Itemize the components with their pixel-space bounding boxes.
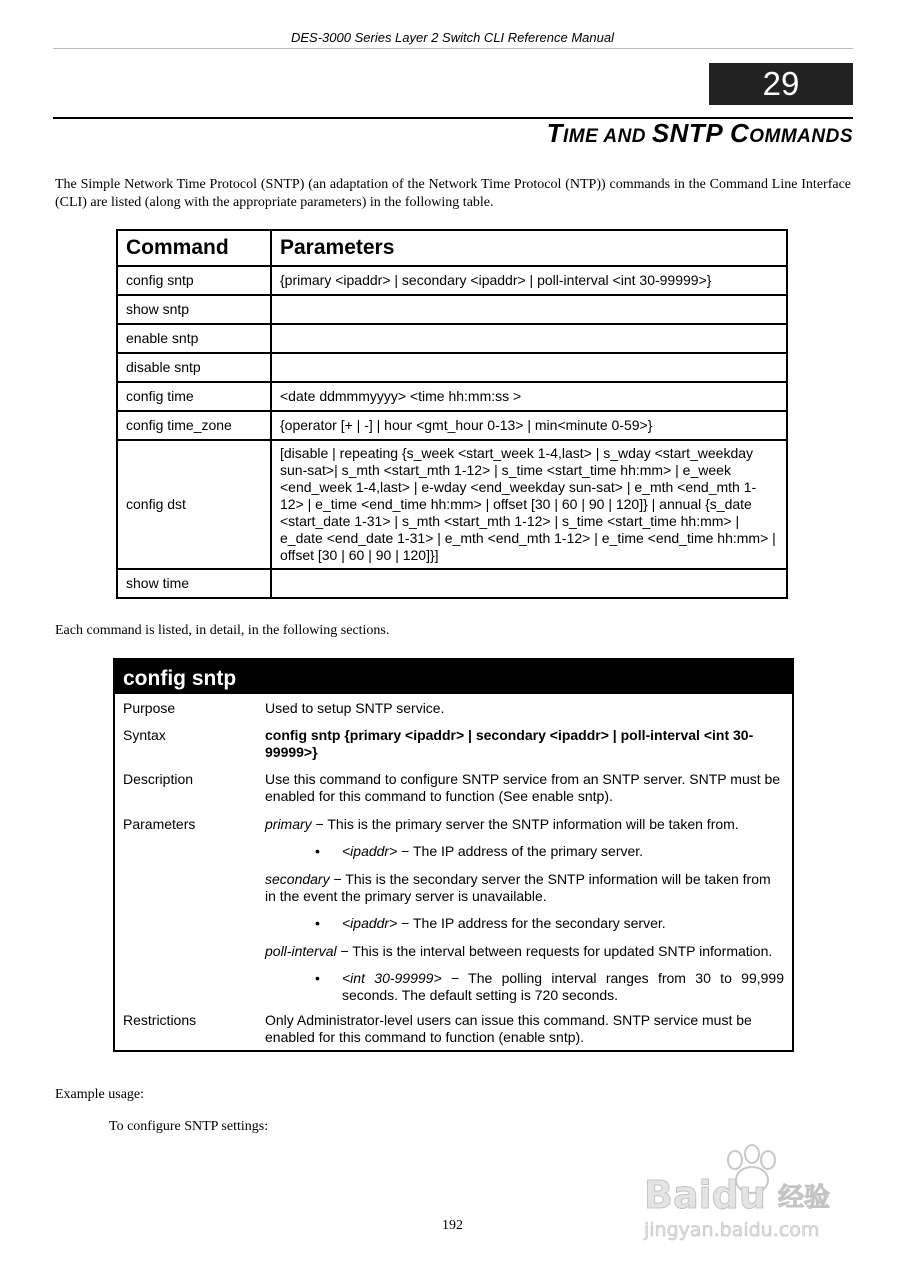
header-rule [53,48,853,49]
watermark-brand: Baidu [644,1173,766,1217]
purpose-value: Used to setup SNTP service. [265,700,445,716]
table-row [117,382,787,411]
manual-header: DES-3000 Series Layer 2 Switch CLI Reference Manual [291,30,614,45]
param-poll-interval: poll-interval − This is the interval between requests for updated SNTP information. [265,943,773,959]
syntax-label: Syntax [123,727,166,743]
table-row [117,266,787,295]
restrictions-row [115,1012,792,1046]
command-cell: config time [117,382,271,411]
page-number: 192 [442,1218,463,1233]
after-table-note: Each command is listed, in detail, in the following sections. [55,623,390,638]
purpose-label: Purpose [123,700,176,716]
chapter-number: 29 [709,63,853,105]
intro-paragraph: The Simple Network Time Protocol (SNTP) (an adaptation of the Network Time Protocol (NTP)) commands in the Command Line Interface (CLI) are listed (along with the appropriate parameters) in the following table. [55,177,851,210]
description-label: Description [123,771,194,787]
command-table [116,229,788,599]
header-parameters: Parameters [271,230,787,266]
watermark-cn: 经验 [778,1183,831,1213]
restrictions-value: Only Administrator-level users can issue this command. SNTP service must be enabled for this command to function (enable sntp). [265,1012,752,1045]
detail-title: config sntp [115,660,792,694]
parameters-cell: {operator [+ | -] | hour <gmt_hour 0-13> | min<minute 0-59>} [271,411,787,440]
parameters-value [265,816,792,1004]
description-row [115,771,792,805]
command-cell: config sntp [117,266,271,295]
syntax-row [115,727,792,761]
table-row [117,353,787,382]
purpose-row [115,700,792,717]
parameters-cell [271,569,787,598]
param-secondary-sub: • <ipaddr> − The IP address for the secondary server. [315,915,666,931]
command-cell: config dst [117,440,271,569]
chapter-title: TIME AND SNTP COMMANDS [546,118,853,148]
parameters-cell: {primary <ipaddr> | secondary <ipaddr> | poll-interval <int 30-99999>} [271,266,787,295]
example-label: Example usage: [55,1087,145,1102]
restrictions-label: Restrictions [123,1012,197,1028]
param-secondary: secondary − This is the secondary server the SNTP information will be taken from in the event the primary server is unavailable. [265,871,771,904]
table-row [117,569,787,598]
command-cell: disable sntp [117,353,271,382]
parameters-cell: [disable | repeating {s_week <start_week 1-4,last> | s_wday <start_weekday sun-sat>| s_mth <start_mth 1-12> | s_time <start_time hh:mm> | e_week <end_week 1-4,last> | e-wday <end_weekday sun-sat> | e_mth <end_mth 1-12> | e_time <end_time hh:mm> | offset [30 | 60 | 90 | 120]} | annual {s_date <start_date 1-31> | s_mth <start_mth 1-12> | s_time <start_time hh:mm> | e_date <end_date 1-31> | e_mth <end_mth 1-12> | e_time <end_time hh:mm> | offset [30 | 60 | 90 | 120]}] [271,440,787,569]
parameters-cell [271,324,787,353]
table-row [117,295,787,324]
param-poll-interval-sub: • <int 30-99999> − The polling interval ranges from 30 to 99,999 seconds. The default setting is 720 seconds. [315,970,784,1003]
parameters-cell: <date ddmmmyyyy> <time hh:mm:ss > [271,382,787,411]
parameters-cell [271,295,787,324]
config-sntp-detail-box [113,658,794,1052]
table-row [117,411,787,440]
command-cell: show time [117,569,271,598]
param-primary-sub: • <ipaddr> − The IP address of the primary server. [315,843,644,859]
syntax-value: config sntp {primary <ipaddr> | secondary <ipaddr> | poll-interval <int 30-99999>} [265,727,754,760]
example-intro: To configure SNTP settings: [109,1119,269,1134]
command-cell: config time_zone [117,411,271,440]
table-header-row [117,230,787,266]
parameters-label: Parameters [123,816,196,832]
table-row [117,324,787,353]
table-row [117,440,787,569]
param-primary: primary − This is the primary server the SNTP information will be taken from. [265,816,739,832]
baidu-watermark [640,1140,860,1250]
watermark-url: jingyan.baidu.com [644,1219,820,1241]
command-cell: enable sntp [117,324,271,353]
parameters-row [115,816,792,1004]
description-value: Use this command to configure SNTP service from an SNTP server. SNTP must be enabled for this command to function (See enable sntp). [265,771,781,804]
parameters-cell [271,353,787,382]
header-command: Command [117,230,271,266]
command-cell: show sntp [117,295,271,324]
